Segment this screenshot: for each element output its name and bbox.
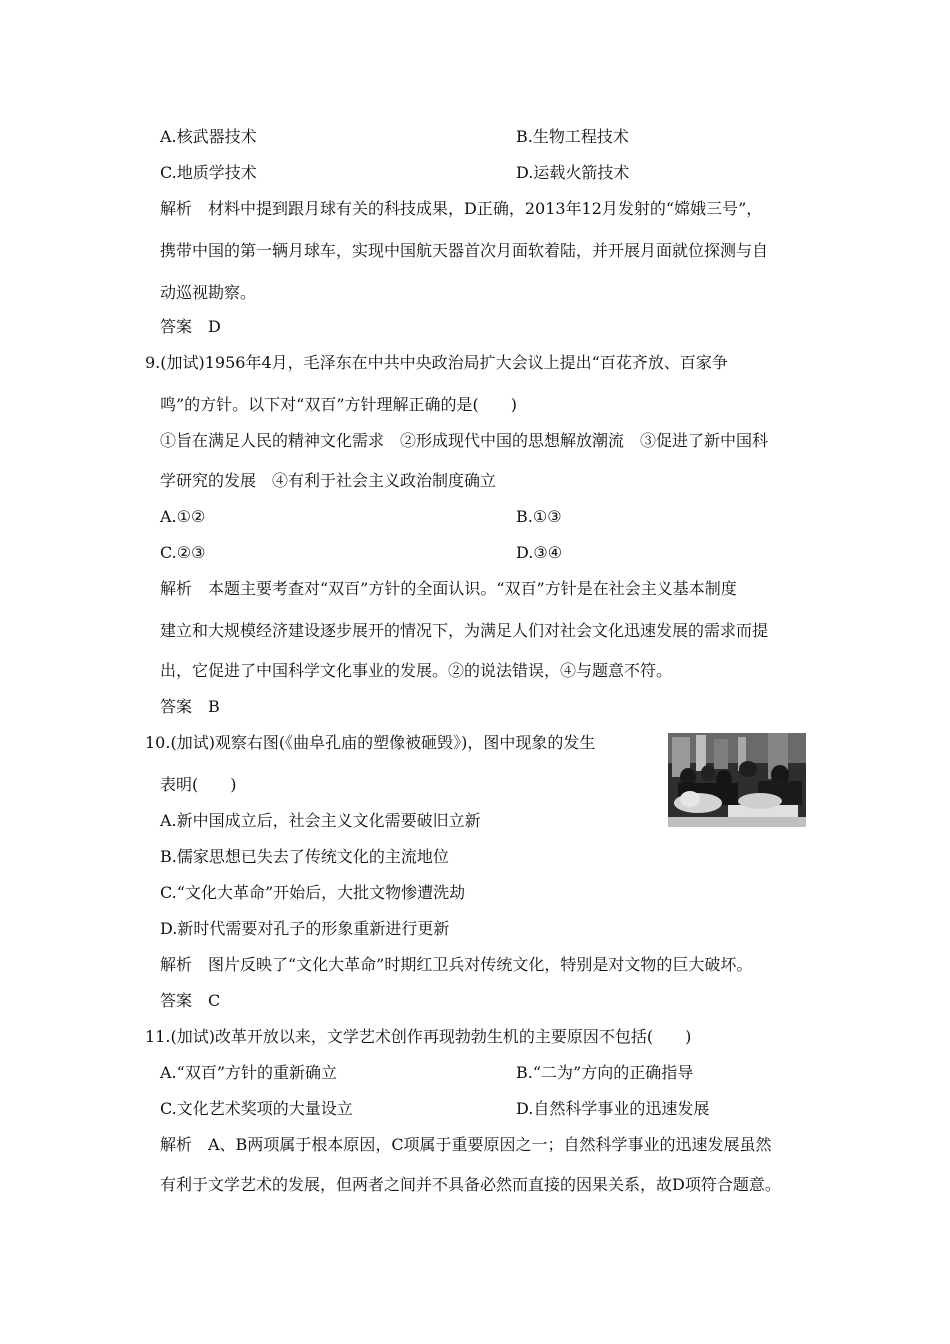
q8-option-c: C.地质学技术	[160, 163, 257, 182]
q9-answer: 答案 B	[160, 697, 220, 716]
q10-answer: 答案 C	[160, 991, 221, 1010]
q9-statements-line-2: 学研究的发展 ④有利于社会主义政治制度确立	[160, 471, 497, 490]
q8-option-b: B.生物工程技术	[516, 127, 629, 146]
q8-analysis-line-3: 动巡视勘察。	[160, 283, 257, 302]
q9-analysis-line-2: 建立和大规模经济建设逐步展开的情况下，为满足人们对社会文化迅速发展的需求而提	[160, 621, 769, 640]
q10-option-b: B.儒家思想已失去了传统文化的主流地位	[160, 847, 449, 866]
q9-option-d: D.③④	[516, 543, 563, 562]
q10-stem-line-2: 表明( )	[160, 775, 237, 794]
q9-statements-line-1: ①旨在满足人民的精神文化需求 ②形成现代中国的思想解放潮流 ③促进了新中国科	[160, 431, 769, 450]
q10-option-c: C.“文化大革命”开始后，大批文物惨遭洗劫	[160, 883, 466, 902]
q8-analysis-line-1: 解析 材料中提到跟月球有关的科技成果，D正确，2013年12月发射的“嫦娥三号”，	[160, 199, 763, 218]
q11-option-d: D.自然科学事业的迅速发展	[516, 1099, 710, 1118]
q8-option-d: D.运载火箭技术	[516, 163, 630, 182]
q9-analysis-line-1: 解析 本题主要考查对“双百”方针的全面认识。“双百”方针是在社会主义基本制度	[160, 579, 737, 598]
q9-stem-line-1: 9.(加试)1956年4月，毛泽东在中共中央政治局扩大会议上提出“百花齐放、百家争	[145, 353, 728, 372]
q9-option-a: A.①②	[160, 507, 206, 526]
q8-option-a: A.核武器技术	[160, 127, 257, 146]
q9-option-b: B.①③	[516, 507, 562, 526]
q11-option-c: C.文化艺术奖项的大量设立	[160, 1099, 353, 1118]
q10-stem-line-1: 10.(加试)观察右图(《曲阜孔庙的塑像被砸毁》)，图中现象的发生	[145, 733, 596, 752]
photo-image	[668, 733, 806, 827]
q11-analysis-line-1: 解析 A、B两项属于根本原因，C项属于重要原因之一；自然科学事业的迅速发展虽然	[160, 1135, 772, 1154]
q9-analysis-line-3: 出，它促进了中国科学文化事业的发展。②的说法错误，④与题意不符。	[160, 661, 673, 680]
q11-analysis-line-2: 有利于文学艺术的发展，但两者之间并不具备必然而直接的因果关系，故D项符合题意。	[160, 1175, 781, 1194]
q11-stem-line-1: 11.(加试)改革开放以来，文学艺术创作再现勃勃生机的主要原因不包括( )	[145, 1027, 692, 1046]
q11-option-a: A.“双百”方针的重新确立	[160, 1063, 338, 1082]
q11-option-b: B.“二为”方向的正确指导	[516, 1063, 694, 1082]
q8-analysis-line-2: 携带中国的第一辆月球车，实现中国航天器首次月面软着陆，并开展月面就位探测与自	[160, 241, 769, 260]
q8-answer: 答案 D	[160, 317, 221, 336]
confucius-temple-photo	[668, 733, 806, 827]
q9-option-c: C.②③	[160, 543, 206, 562]
q9-stem-line-2: 鸣”的方针。以下对“双百”方针理解正确的是( )	[160, 395, 518, 414]
q10-analysis-line-1: 解析 图片反映了“文化大革命”时期红卫兵对传统文化，特别是对文物的巨大破坏。	[160, 955, 753, 974]
q10-option-d: D.新时代需要对孔子的形象重新进行更新	[160, 919, 450, 938]
q10-option-a: A.新中国成立后，社会主义文化需要破旧立新	[160, 811, 481, 830]
